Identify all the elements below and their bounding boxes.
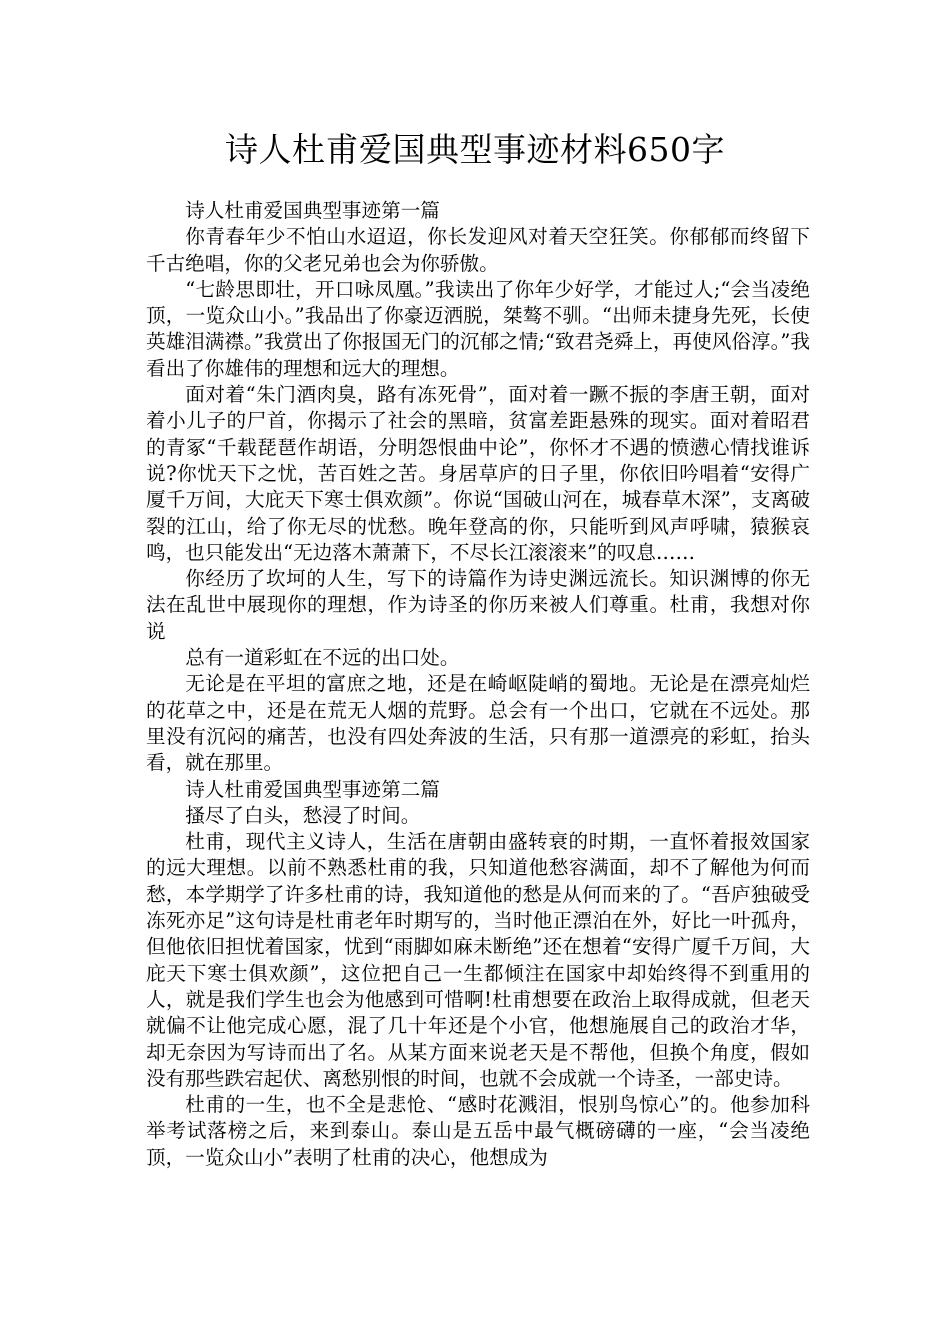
page-title: 诗人杜甫爱国典型事迹材料650字 — [225, 130, 725, 169]
article-body — [146, 198, 810, 1171]
paragraph: 杜甫的一生，也不全是悲怆、“感时花溅泪，恨别鸟惊心”的。他参加科举考试落榜之后，来到泰山。泰山是五岳中最气概磅礴的一座，“会当凌绝顶，一览众山小”表明了杜甫的决心，他想成为 — [146, 1093, 810, 1169]
paragraph: 搔尽了白头，愁浸了时间。 — [185, 803, 421, 827]
section-heading-2: 诗人杜甫爱国典型事迹第二篇 — [185, 777, 440, 801]
paragraph: 你青春年少不怕山水迢迢，你长发迎风对着天空狂笑。你郁郁而终留下千古绝唱，你的父老兄弟也会为你骄傲。 — [146, 225, 810, 275]
section-heading-1: 诗人杜甫爱国典型事迹第一篇 — [185, 199, 440, 222]
paragraph: 杜甫，现代主义诗人，生活在唐朝由盛转衰的时期，一直怀着报效国家的远大理想。以前不熟悉杜甫的我，只知道他愁容满面，却不了解他为何而愁，本学期学了许多杜甫的诗，我知道他的愁是从何而来的了。“吾庐独破受冻死亦足”这句诗是杜甫老年时期写的，当时他正漂泊在外，好比一叶孤舟，但他依旧担忧着国家，忧到“雨脚如麻未断绝”还在想着“安得广厦千万间，大庇天下寒士俱欢颜”，这位把自己一生都倾注在国家中却始终得不到重用的人，就是我们学生也会为他感到可惜啊!杜甫想要在政治上取得成就，但老天就偏不让他完成心愿，混了几十年还是个小官，他想施展自己的政治才华，却无奈因为写诗而出了名。从某方面来说老天是不帮他，但换个角度，假如没有那些跌宕起伏、离愁别恨的时间，也就不会成就一个诗圣，一部史诗。 — [146, 830, 810, 1090]
paragraph: 面对着“朱门酒肉臭，路有冻死骨”，面对着一蹶不振的李唐王朝，面对着小儿子的尸首，你揭示了社会的黑暗，贫富差距悬殊的现实。面对着昭君的青冢“千载琵琶作胡语，分明怨恨曲中论”，你怀才不遇的愤懑心情找谁诉说?你忧天下之忧，苦百姓之苦。身居草庐的日子里，你依旧吟唱着“安得广厦千万间，大庇天下寒士俱欢颜”。你说“国破山河在，城春草木深”，支离破裂的江山，给了你无尽的忧愁。晚年登高的你，只能听到风声呼啸，猿猴哀鸣，也只能发出“无边落木萧萧下，不尽长江滚滚来”的叹息…… — [146, 383, 810, 564]
paragraph: 你经历了坎坷的人生，写下的诗篇作为诗史渊远流长。知识渊博的你无法在乱世中展现你的理想，作为诗圣的你历来被人们尊重。杜甫，我想对你说 — [146, 567, 810, 643]
paragraph: 无论是在平坦的富庶之地，还是在崎岖陡峭的蜀地。无论是在漂亮灿烂的花草之中，还是在荒无人烟的荒野。总会有一个出口，它就在不远处。那里没有沉闷的痛苦，也没有四处奔波的生活，只有那一道漂亮的彩虹，抬头看，就在那里。 — [146, 672, 810, 775]
paragraph: “七龄思即壮，开口咏凤凰。”我读出了你年少好学，才能过人;“会当凌绝顶，一览众山小。”我品出了你豪迈洒脱，桀骜不驯。“出师未捷身先死，长使英雄泪满襟。”我赏出了你报国无门的沉郁之情;“致君尧舜上，再使风俗淳。”我看出了你雄伟的理想和远大的理想。 — [146, 277, 810, 380]
paragraph: 总有一道彩虹在不远的出口处。 — [185, 646, 460, 670]
